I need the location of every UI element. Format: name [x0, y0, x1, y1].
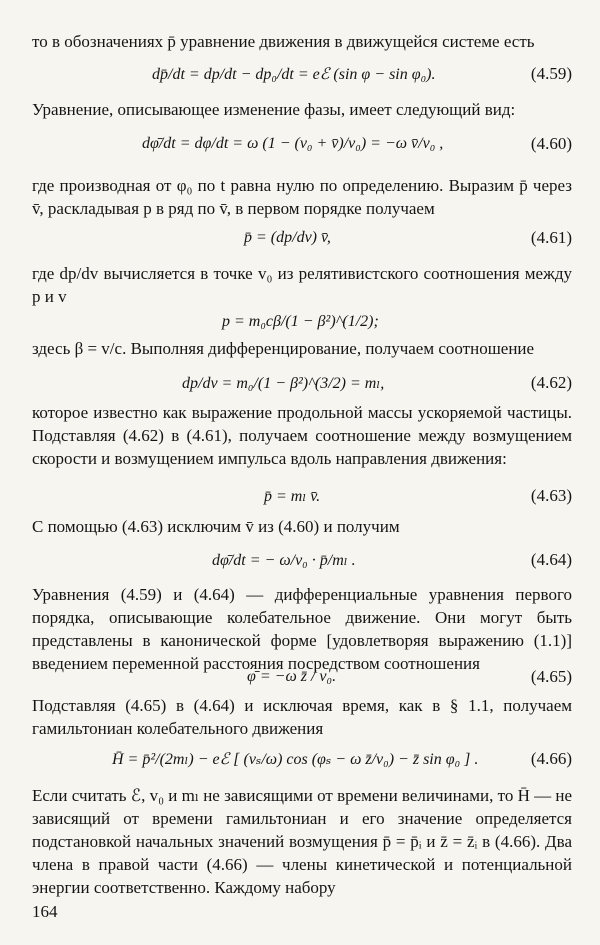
equation-4-63 — [32, 474, 572, 518]
paragraph-phase: Уравнение, описывающее изменение фазы, имеет следующий вид: — [32, 100, 516, 119]
equation-body: dp̄/dt = dp/dt − dp₀/dt = eℰ (sin φ − sin φ₀). — [152, 66, 436, 83]
equation-body: p̄ = (dp/dv) v̄, — [244, 229, 331, 246]
paragraph-mass: которое известно как выражение продольной массы ускоряемой частицы. Подставляя (4.62) в (4.61), получаем соотношение между возмущением скорости и возмущением импульса вдоль направления движения: — [32, 403, 572, 468]
equation-number: (4.60) — [530, 134, 572, 153]
paragraph-derivative: где производная от φ₀ по t равна нулю по определению. Выразим p̄ через v̄, раскладывая p в ряд по v̄, в первом порядке получаем — [32, 176, 572, 218]
equation-number: (4.62) — [530, 373, 572, 392]
equation-4-66 — [32, 737, 572, 781]
paragraph-relativistic: где dp/dv вычисляется в точке v₀ из релятивистского соотношения между p и v — [32, 264, 572, 306]
equation-4-64 — [32, 538, 572, 582]
equation-number: (4.61) — [530, 228, 572, 247]
equation-body: φ̄ = −ω z̄ / v₀. — [247, 668, 337, 685]
equation-body: dφ̄/dt = − ω/v₀ · p̄/mₗ . — [212, 552, 356, 569]
equation-number: (4.65) — [530, 667, 572, 686]
equation-body: dφ̄/dt = dφ/dt = ω (1 − (v₀ + v̄)/v₀) = −ω v̄/v₀ , — [142, 135, 444, 152]
paragraph-canonical: Уравнения (4.59) и (4.64) — дифференциальные уравнения первого порядка, описывающие колебательное движение. Они могут быть представлены в канонической форме [удовлетворяя выражению (1.1)] введением переменной расстояния посредством соотношения — [32, 585, 572, 673]
equation-4-60 — [32, 122, 572, 166]
equation-number: (4.66) — [530, 749, 572, 768]
paragraph-hamiltonian: Подставляя (4.65) в (4.64) и исключая время, как в § 1.1, получаем гамильтониан колебательного движения — [32, 696, 572, 738]
equation-number: (4.63) — [530, 486, 572, 505]
equation-body: H̄ = p̄²/(2mₗ) − eℰ [ (vₛ/ω) cos (φₛ − ω z̄/v₀) − z̄ sin φ₀ ] . — [112, 751, 479, 768]
equation-body: dp/dv = m₀/(1 − β²)^(3/2) = mₗ, — [182, 375, 385, 392]
paragraph-exclude: С помощью (4.63) исключим v̄ из (4.60) и получим — [32, 517, 400, 536]
equation-4-61 — [32, 216, 572, 260]
equation-number: (4.59) — [530, 64, 572, 83]
paragraph-energy: Если считать ℰ, v₀ и mₗ не зависящими от времени величинами, то H̄ — не зависящий от времени гамильтониан и его значение определяется подстановкой начальных значений возмущения p̄ = p̄ᵢ и z̄ = z̄ᵢ в (4.66). Два члена в правой части (4.66) — члены кинетической и потенциальной энергии соответственно. Каждому набору — [32, 786, 572, 897]
equation-4-62 — [32, 361, 572, 405]
page-number: 164 — [32, 902, 58, 921]
paragraph-beta: здесь β = v/c. Выполняя дифференцирование, получаем соотношение — [32, 339, 535, 358]
equation-body: p = m₀cβ/(1 − β²)^(1/2); — [222, 313, 379, 330]
equation-4-65 — [32, 655, 572, 699]
equation-number: (4.64) — [530, 550, 572, 569]
equation-body: p̄ = mₗ v̄. — [264, 488, 321, 505]
equation-4-59 — [32, 52, 572, 96]
paragraph-intro: то в обозначениях p̄ уравнение движения в движущейся системе есть — [32, 32, 535, 51]
